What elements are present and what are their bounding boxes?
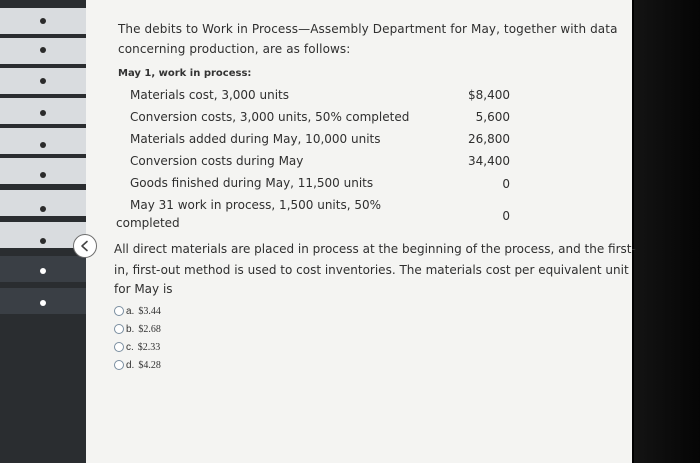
option-value: $4.28 <box>138 359 161 371</box>
row-value: 34,400 <box>468 154 510 168</box>
strip-dot <box>40 47 46 53</box>
strip-dot <box>40 238 46 244</box>
radio-button-icon[interactable] <box>114 306 124 316</box>
strip-bar <box>0 128 86 154</box>
option-letter: d. <box>126 359 135 371</box>
radio-button-icon[interactable] <box>114 360 124 370</box>
row-value: 5,600 <box>475 110 510 124</box>
strip-dot <box>40 206 46 212</box>
strip-dot <box>40 142 46 148</box>
may1-work-in-process-label: May 1, work in process: <box>118 68 252 79</box>
strip-dot <box>40 268 46 274</box>
question-prompt-line-3: for May is <box>114 282 173 296</box>
option-value: $2.68 <box>138 323 161 335</box>
strip-dot <box>40 172 46 178</box>
question-intro-line-2: concerning production, are as follows: <box>118 42 351 56</box>
radio-button-icon[interactable] <box>114 342 124 352</box>
row-label: Conversion costs, 3,000 units, 50% completed <box>130 110 410 124</box>
radio-button-icon[interactable] <box>114 324 124 334</box>
back-button[interactable] <box>73 234 97 258</box>
question-prompt-line-2: in, first-out method is used to cost inventories. The materials cost per equivalent unit <box>114 263 629 277</box>
answer-option-c[interactable] <box>114 340 160 354</box>
answer-option-a[interactable] <box>114 304 161 318</box>
question-prompt-line-1: All direct materials are placed in process at the beginning of the process, and the first- <box>114 242 636 256</box>
row-value: $8,400 <box>468 88 510 102</box>
question-intro-line-1: The debits to Work in Process—Assembly Department for May, together with data <box>118 22 618 36</box>
option-letter: a. <box>126 305 135 317</box>
row-label: Goods finished during May, 11,500 units <box>130 176 374 190</box>
strip-dot <box>40 18 46 24</box>
strip-dot <box>40 78 46 84</box>
row-value: 26,800 <box>468 132 510 146</box>
answer-option-d[interactable] <box>114 358 161 372</box>
strip-dot <box>40 110 46 116</box>
left-background-strip <box>0 0 86 463</box>
row-continuation: completed <box>116 216 180 230</box>
answer-option-b[interactable] <box>114 322 161 336</box>
row-label: May 31 work in process, 1,500 units, 50% <box>130 198 382 212</box>
bezel-edge <box>632 0 634 463</box>
chevron-left-icon <box>79 240 91 252</box>
strip-bar <box>0 158 86 184</box>
option-letter: c. <box>126 341 134 353</box>
strip-bar <box>0 190 86 216</box>
row-label: Materials cost, 3,000 units <box>130 88 290 102</box>
row-label: Conversion costs during May <box>130 154 304 168</box>
row-value: 0 <box>502 209 510 223</box>
screen-bezel <box>632 0 700 463</box>
row-label: Materials added during May, 10,000 units <box>130 132 381 146</box>
option-value: $3.44 <box>138 305 161 317</box>
option-value: $2.33 <box>137 341 161 353</box>
row-value: 0 <box>502 177 510 191</box>
strip-dot <box>40 300 46 306</box>
option-letter: b. <box>126 323 135 335</box>
